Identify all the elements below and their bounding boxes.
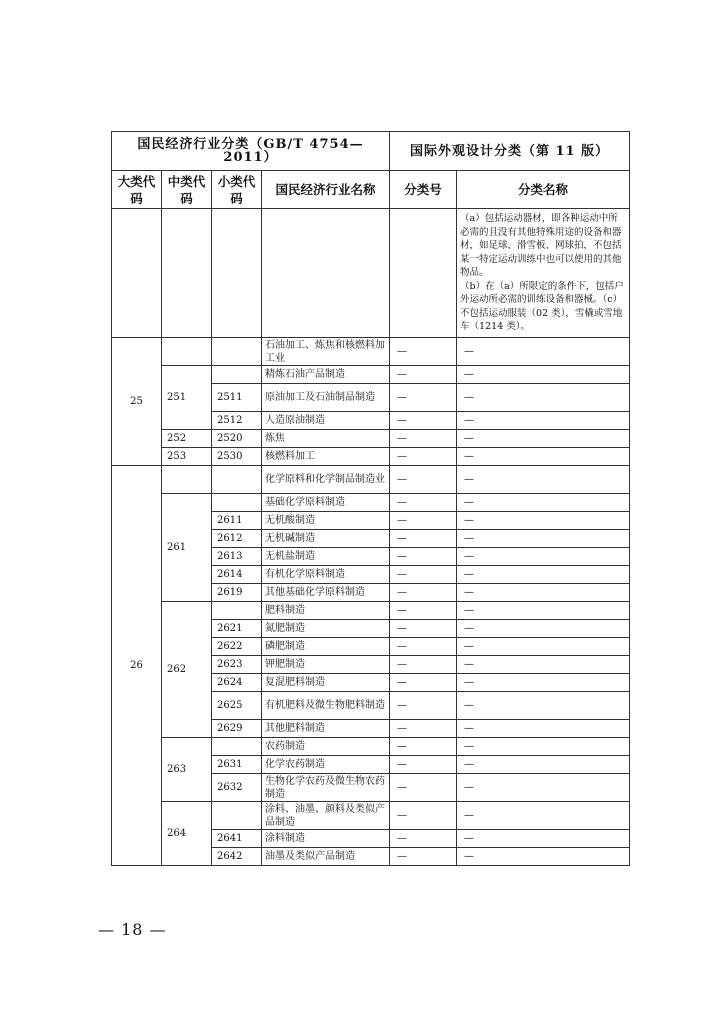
minor-code: 2622: [212, 638, 262, 656]
class-name: —: [457, 848, 630, 866]
class-no: —: [390, 512, 457, 530]
empty-cell: [162, 209, 212, 338]
industry-name: 钾肥制造: [262, 656, 390, 674]
class-name: —: [457, 674, 630, 692]
mid-code: 253: [162, 448, 212, 466]
table-row: [112, 738, 630, 756]
col-industry-name: 国民经济行业名称: [262, 171, 390, 209]
industry-name: 有机肥料及微生物肥料制造: [262, 692, 390, 720]
class-no: —: [390, 584, 457, 602]
minor-code: 2530: [212, 448, 262, 466]
empty-cell: [112, 209, 162, 338]
class-name: —: [457, 692, 630, 720]
mid-code: 264: [162, 802, 212, 866]
class-no: —: [390, 802, 457, 830]
industry-name: 精炼石油产品制造: [262, 366, 390, 384]
note-line-b: （b）在（a）所限定的条件下，包括户外运动所必需的训练设备和器械。（c）不包括运动服装（02 类），雪橇或雪地车（1214 类）。: [460, 280, 624, 333]
industry-name: 农药制造: [262, 738, 390, 756]
minor-code: 2619: [212, 584, 262, 602]
class-name: —: [457, 756, 630, 774]
class-name: —: [457, 338, 630, 366]
mid-code: [162, 466, 212, 494]
minor-code: 2612: [212, 530, 262, 548]
class-no: —: [390, 656, 457, 674]
major-code: 26: [112, 466, 162, 866]
class-no: —: [390, 720, 457, 738]
class-no: —: [390, 738, 457, 756]
class-name: —: [457, 656, 630, 674]
table-row: [112, 366, 630, 384]
note-line-a: （a）包括运动器材，即各种运动中所必需的且没有其他特殊用途的设备和器材，如足球、滑雪板、网球拍，不包括某一特定运动训练中也可以使用的其他物品。: [460, 213, 622, 279]
major-code: 25: [112, 338, 162, 466]
class-no: —: [390, 412, 457, 430]
header-row-2: [112, 171, 630, 209]
col-mid-code: 中类代码: [162, 171, 212, 209]
class-name: —: [457, 530, 630, 548]
class-no: —: [390, 448, 457, 466]
mid-code: 251: [162, 366, 212, 430]
industry-name: 人造原油制造: [262, 412, 390, 430]
minor-code: 2624: [212, 674, 262, 692]
page-number: — 18 —: [98, 920, 167, 939]
industry-name: 有机化学原料制造: [262, 566, 390, 584]
minor-code: 2512: [212, 412, 262, 430]
class-name: —: [457, 494, 630, 512]
classification-table: [111, 131, 630, 866]
class-no: —: [390, 548, 457, 566]
table-row: [112, 448, 630, 466]
class-name: —: [457, 512, 630, 530]
class-name: —: [457, 584, 630, 602]
class-name: —: [457, 830, 630, 848]
class-name: —: [457, 638, 630, 656]
header-row-1: [112, 132, 630, 171]
class-note: [457, 209, 630, 338]
table-row: [112, 602, 630, 620]
industry-name: 肥料制造: [262, 602, 390, 620]
class-name: —: [457, 720, 630, 738]
industry-name: 化学农药制造: [262, 756, 390, 774]
class-no: —: [390, 494, 457, 512]
minor-code: [212, 738, 262, 756]
class-no: —: [390, 756, 457, 774]
minor-code: [212, 466, 262, 494]
industry-name: 其他基础化学原料制造: [262, 584, 390, 602]
mid-code: 252: [162, 430, 212, 448]
industry-name: 磷肥制造: [262, 638, 390, 656]
industry-name: 生物化学农药及微生物农药制造: [262, 774, 390, 802]
class-name: —: [457, 412, 630, 430]
minor-code: 2629: [212, 720, 262, 738]
industry-name: 涂料制造: [262, 830, 390, 848]
minor-code: [212, 602, 262, 620]
industry-name: 原油加工及石油制品制造: [262, 384, 390, 412]
class-no: —: [390, 566, 457, 584]
class-name: —: [457, 802, 630, 830]
minor-code: [212, 366, 262, 384]
class-no: —: [390, 848, 457, 866]
empty-cell: [390, 209, 457, 338]
minor-code: 2613: [212, 548, 262, 566]
class-name: —: [457, 602, 630, 620]
class-no: —: [390, 692, 457, 720]
minor-code: 2631: [212, 756, 262, 774]
class-name: —: [457, 430, 630, 448]
minor-code: 2621: [212, 620, 262, 638]
industry-name: 无机盐制造: [262, 548, 390, 566]
table-row: [112, 494, 630, 512]
class-no: —: [390, 366, 457, 384]
class-no: —: [390, 384, 457, 412]
industry-name: 其他肥料制造: [262, 720, 390, 738]
industry-name: 油墨及类似产品制造: [262, 848, 390, 866]
col-class-name: 分类名称: [457, 171, 630, 209]
minor-code: 2641: [212, 830, 262, 848]
industry-name: 炼焦: [262, 430, 390, 448]
class-no: —: [390, 830, 457, 848]
table-row: [112, 466, 630, 494]
class-no: —: [390, 638, 457, 656]
note-row: [112, 209, 630, 338]
locarno-header: 国际外观设计分类（第 11 版）: [390, 132, 630, 171]
minor-code: [212, 802, 262, 830]
table-row: [112, 338, 630, 366]
class-no: —: [390, 602, 457, 620]
minor-code: 2611: [212, 512, 262, 530]
class-no: —: [390, 620, 457, 638]
class-name: —: [457, 466, 630, 494]
minor-code: [212, 338, 262, 366]
class-name: —: [457, 774, 630, 802]
class-name: —: [457, 620, 630, 638]
minor-code: 2632: [212, 774, 262, 802]
industry-name: 核燃料加工: [262, 448, 390, 466]
industry-name: 复混肥料制造: [262, 674, 390, 692]
class-name: —: [457, 738, 630, 756]
class-name: —: [457, 448, 630, 466]
industry-name: 涂料、油墨、颜料及类似产品制造: [262, 802, 390, 830]
class-no: —: [390, 430, 457, 448]
industry-name: 氮肥制造: [262, 620, 390, 638]
col-major-code: 大类代码: [112, 171, 162, 209]
industry-name: 无机碱制造: [262, 530, 390, 548]
col-minor-code: 小类代码: [212, 171, 262, 209]
empty-cell: [262, 209, 390, 338]
table-row: [112, 802, 630, 830]
mid-code: 262: [162, 602, 212, 738]
empty-cell: [212, 209, 262, 338]
minor-code: 2625: [212, 692, 262, 720]
minor-code: 2614: [212, 566, 262, 584]
minor-code: [212, 494, 262, 512]
gbt-header: 国民经济行业分类（GB/T 4754—2011）: [112, 132, 390, 171]
class-name: —: [457, 384, 630, 412]
mid-code: 261: [162, 494, 212, 602]
minor-code: 2511: [212, 384, 262, 412]
class-name: —: [457, 548, 630, 566]
class-no: —: [390, 338, 457, 366]
class-no: —: [390, 466, 457, 494]
class-no: —: [390, 674, 457, 692]
industry-name: 石油加工、炼焦和核燃料加工业: [262, 338, 390, 366]
class-name: —: [457, 566, 630, 584]
class-name: —: [457, 366, 630, 384]
minor-code: 2520: [212, 430, 262, 448]
table-row: [112, 430, 630, 448]
minor-code: 2623: [212, 656, 262, 674]
mid-code: 263: [162, 738, 212, 802]
minor-code: 2642: [212, 848, 262, 866]
industry-name: 化学原料和化学制品制造业: [262, 466, 390, 494]
class-no: —: [390, 774, 457, 802]
class-no: —: [390, 530, 457, 548]
industry-name: 无机酸制造: [262, 512, 390, 530]
mid-code: [162, 338, 212, 366]
industry-name: 基础化学原料制造: [262, 494, 390, 512]
col-class-no: 分类号: [390, 171, 457, 209]
